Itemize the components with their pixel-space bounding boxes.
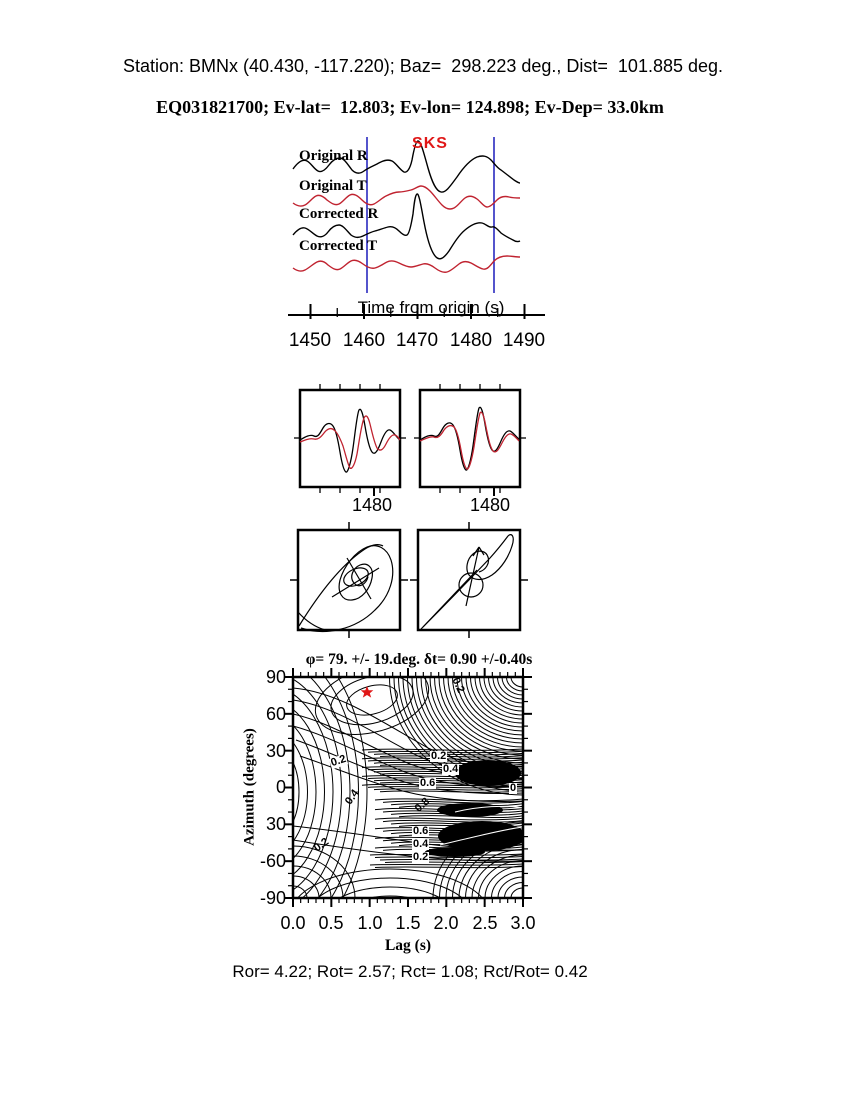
comparison-tick-label-right: 1480 <box>469 495 511 515</box>
azimuth-tick-label: 30 <box>265 741 286 761</box>
phase-label: SKS <box>412 135 448 152</box>
azimuth-tick-label: 60 <box>265 704 286 724</box>
contour-label: 0 <box>510 782 517 794</box>
time-tick-label: 1490 <box>502 330 546 351</box>
azimuth-tick-label: 90 <box>265 667 286 687</box>
comparison-tick-label-left: 1480 <box>351 495 393 515</box>
azimuth-axis-label: Azimuth (degrees) <box>241 728 258 846</box>
lag-tick-label: 3.0 <box>510 913 536 933</box>
contour-line <box>370 864 523 865</box>
lag-tick-label: 0.0 <box>280 913 306 933</box>
contour-label: 0.6 <box>420 777 436 789</box>
time-tick-label: 1480 <box>449 330 493 351</box>
contour-label: 0.2 <box>449 675 467 695</box>
contour-line <box>380 756 523 757</box>
corrected-slow-trace <box>420 412 519 469</box>
azimuth-tick-label: -90 <box>259 888 286 908</box>
azimuth-tick-label: 30 <box>265 814 286 834</box>
best-fit-star <box>361 686 374 698</box>
uncorrected-slow-trace <box>300 416 400 468</box>
contour-maximum-blob <box>437 803 503 817</box>
contour-label: 0.2 <box>413 851 429 863</box>
contour-maximum-blob <box>425 847 485 857</box>
time-tick-label: 1460 <box>342 330 386 351</box>
contour-label: 0.2 <box>311 835 332 855</box>
contour-label: 0.8 <box>412 795 433 815</box>
contour-label: 0.4 <box>443 763 459 775</box>
event-header: EQ031821700; Ev-lat= 12.803; Ev-lon= 124.898; Ev-Dep= 33.0km <box>156 97 664 117</box>
azimuth-tick-label: 0 <box>275 777 286 797</box>
contour-line <box>374 753 523 754</box>
uncorrected-fast-trace <box>300 409 400 472</box>
splitting-result-line: φ= 79. +/- 19.deg. δt= 0.90 +/-0.40s <box>305 651 533 668</box>
contour-line <box>375 867 523 868</box>
time-tick-label: 1450 <box>288 330 332 351</box>
time-axis-label: Time from origin (s) <box>357 298 505 317</box>
contour-label: 0.2 <box>431 750 447 762</box>
lag-tick-label: 0.5 <box>318 913 344 933</box>
contour-label: 0.4 <box>342 787 362 807</box>
quality-footer-line: Ror= 4.22; Rot= 2.57; Rct= 1.08; Rct/Rot= 0.42 <box>232 962 588 981</box>
station-header: Station: BMNx (40.430, -117.220); Baz= 298.223 deg., Dist= 101.885 deg. <box>122 56 724 76</box>
lag-tick-label: 1.5 <box>395 913 421 933</box>
contour-label: 0.4 <box>413 838 429 850</box>
lag-tick-label: 2.5 <box>472 913 498 933</box>
contour-line <box>375 818 523 820</box>
trace-label-corrected-r: Corrected R <box>299 206 379 222</box>
contour-line <box>383 820 523 822</box>
time-tick-label: 1470 <box>395 330 439 351</box>
axes-ticks <box>284 304 545 907</box>
contour-line <box>186 658 350 926</box>
trace-label-original-r: Original R <box>299 148 368 164</box>
lag-tick-label: 2.0 <box>433 913 459 933</box>
corrected-t-trace <box>293 256 520 272</box>
contour-maximum-blob <box>438 821 526 851</box>
lag-axis-label: Lag (s) <box>384 937 432 954</box>
contour-label: 0.2 <box>329 752 348 770</box>
azimuth-tick-label: -60 <box>259 851 286 871</box>
contour-label: 0.6 <box>413 825 429 837</box>
lag-tick-label: 1.0 <box>357 913 383 933</box>
particle-motion-corrected <box>421 535 513 629</box>
trace-label-corrected-t: Corrected T <box>299 238 378 254</box>
particle-motion-original <box>298 545 393 632</box>
trace-label-original-t: Original T <box>299 178 367 194</box>
